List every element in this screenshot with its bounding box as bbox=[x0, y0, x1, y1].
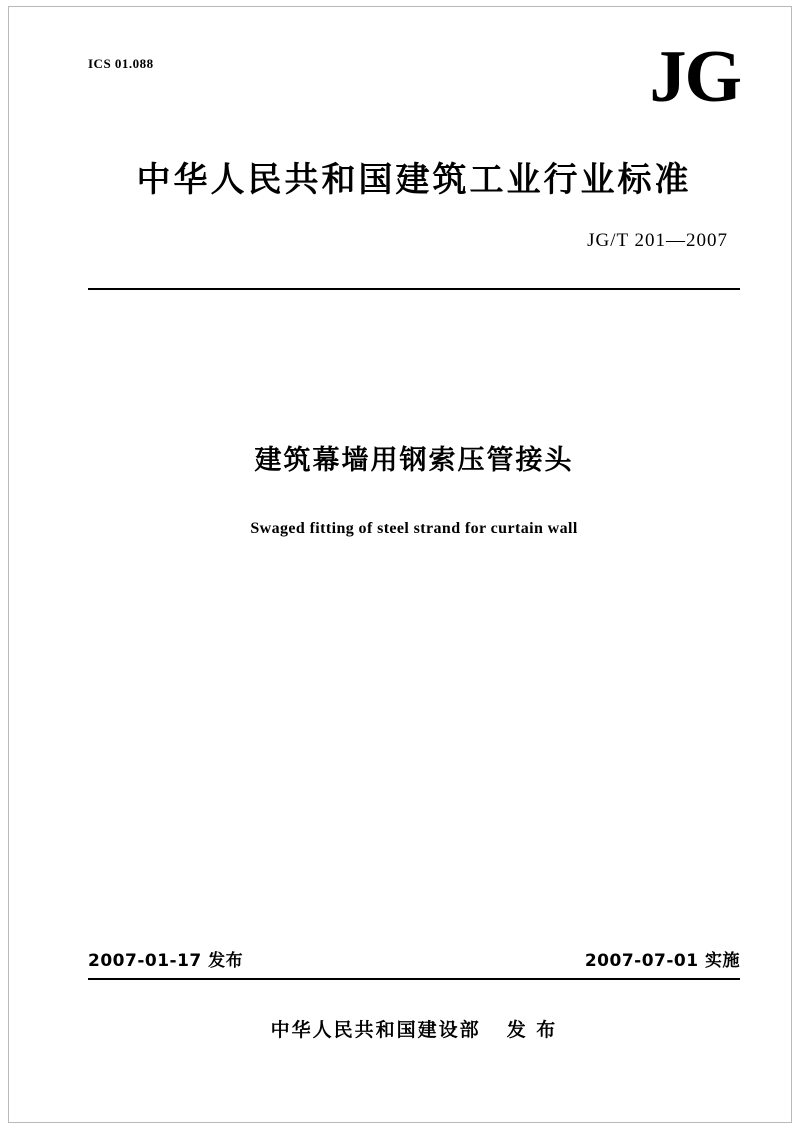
publisher-line bbox=[88, 1015, 740, 1042]
standard-number: JG/T 201—2007 bbox=[587, 230, 728, 251]
document-title-chinese: 建筑幕墙用钢索压管接头 bbox=[254, 445, 574, 476]
cover-content bbox=[88, 36, 740, 1080]
issue-date: 2007-01-17 发布 bbox=[88, 951, 244, 971]
ics-code: ICS 01.088 bbox=[88, 56, 154, 71]
publisher-name: 中华人民共和国建设部 bbox=[270, 1019, 481, 1041]
document-title-english: Swaged fitting of steel strand for curtain wall bbox=[250, 520, 578, 537]
jg-logo: JG bbox=[649, 36, 740, 118]
effective-date: 2007-07-01 实施 bbox=[584, 951, 740, 971]
series-title-chinese: 中华人民共和国建筑工业行业标准 bbox=[136, 160, 692, 200]
publisher-action: 发 布 bbox=[506, 1019, 558, 1041]
header-divider bbox=[88, 288, 740, 290]
footer-divider bbox=[88, 978, 740, 980]
